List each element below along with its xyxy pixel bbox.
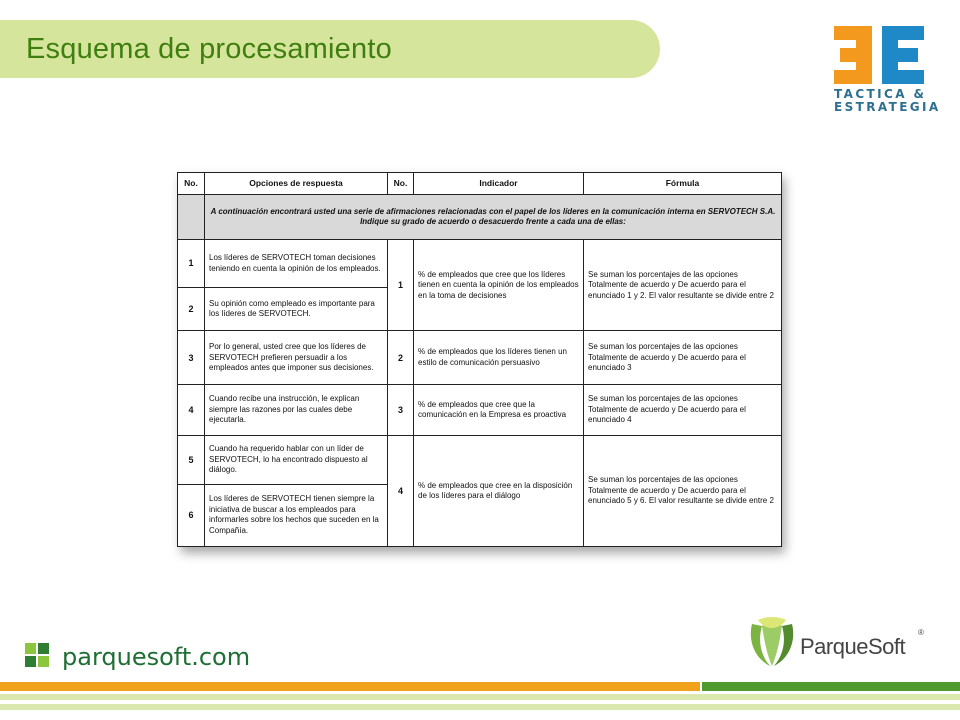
header-no: No. [178, 173, 205, 195]
option-number: 5 [178, 436, 205, 485]
option-text: Cuando recibe una instrucción, le explican siempre las razones por las cuales debe ejecutarla. [205, 385, 388, 436]
logo-text-line2: ESTRATEGIA [834, 100, 941, 114]
parquesoft-brand-text: ParqueSoft [800, 634, 906, 659]
indicator-number: 4 [388, 436, 414, 547]
logo-text [834, 88, 941, 114]
option-text: Su opinión como empleado es importante para los líderes de SERVOTECH. [205, 287, 388, 331]
page-title: Esquema de procesamiento [26, 33, 392, 65]
header-formula: Fórmula [584, 173, 782, 195]
indicator-text: % de empleados que los líderes tienen un estilo de comunicación persuasivo [414, 331, 584, 385]
footer-bar-orange [0, 682, 700, 691]
table-row [178, 331, 782, 385]
tactica-estrategia-logo [832, 26, 941, 122]
indicator-table [177, 172, 782, 547]
option-number: 2 [178, 287, 205, 331]
3e-logo-mark-icon [832, 26, 928, 84]
parquesoft-url: parquesoft.com [62, 643, 251, 671]
table-row [178, 385, 782, 436]
footer-bar-green [702, 682, 960, 691]
indicator-text: % de empleados que cree en la disposición de los líderes para el diálogo [414, 436, 584, 547]
footer-bar-light-1 [0, 694, 960, 700]
option-text: Los líderes de SERVOTECH tienen siempre la iniciativa de buscar a los empleados para informarles sobre los hechos que suceden en la Compañía. [205, 484, 388, 546]
formula-text: Se suman los porcentajes de las opciones Totalmente de acuerdo y De acuerdo para el enunciado 3 [584, 331, 782, 385]
indicator-number: 1 [388, 240, 414, 331]
indicator-text: % de empleados que cree que la comunicación en la Empresa es proactiva [414, 385, 584, 436]
registered-mark: ® [918, 628, 924, 637]
table-row [178, 240, 782, 288]
parquesoft-leaf-icon [746, 616, 798, 668]
logo-text-line1: TACTICA & [834, 87, 927, 101]
option-number: 4 [178, 385, 205, 436]
option-text: Los líderes de SERVOTECH toman decisiones teniendo en cuenta la opinión de los empleados. [205, 240, 388, 288]
option-text: Cuando ha requerido hablar con un líder de SERVOTECH, lo ha encontrado dispuesto al diálogo. [205, 436, 388, 485]
table-row [178, 436, 782, 485]
intro-empty-cell [178, 194, 205, 240]
option-number: 3 [178, 331, 205, 385]
header-options: Opciones de respuesta [205, 173, 388, 195]
indicator-text: % de empleados que cree que los líderes tienen en cuenta la opinión de los empleados en la toma de decisiones [414, 240, 584, 331]
option-number: 1 [178, 240, 205, 288]
indicator-table-image [177, 172, 781, 547]
table-intro-row [178, 194, 782, 240]
footer-bar-light-2 [0, 704, 960, 710]
header-no-2: No. [388, 173, 414, 195]
formula-text: Se suman los porcentajes de las opciones Totalmente de acuerdo y De acuerdo para el enunciado 5 y 6. El valor resultante se divide entre 2 [584, 436, 782, 547]
intro-text: A continuación encontrará usted una serie de afirmaciones relacionadas con el papel de los líderes en la comunicación interna en SERVOTECH S.A. Indique su grado de acuerdo o desacuerdo frente a cada una de ellas: [205, 194, 782, 240]
formula-text: Se suman los porcentajes de las opciones Totalmente de acuerdo y De acuerdo para el enunciado 1 y 2. El valor resultante se divide entre 2 [584, 240, 782, 331]
indicator-number: 3 [388, 385, 414, 436]
parquesoft-logo [744, 616, 934, 672]
table-header-row [178, 173, 782, 195]
header-indicator: Indicador [414, 173, 584, 195]
option-text: Por lo general, usted cree que los líderes de SERVOTECH prefieren persuadir a los empleados antes que imponer sus decisiones. [205, 331, 388, 385]
formula-text: Se suman los porcentajes de las opciones Totalmente de acuerdo y De acuerdo para el enunciado 4 [584, 385, 782, 436]
option-number: 6 [178, 484, 205, 546]
indicator-number: 2 [388, 331, 414, 385]
